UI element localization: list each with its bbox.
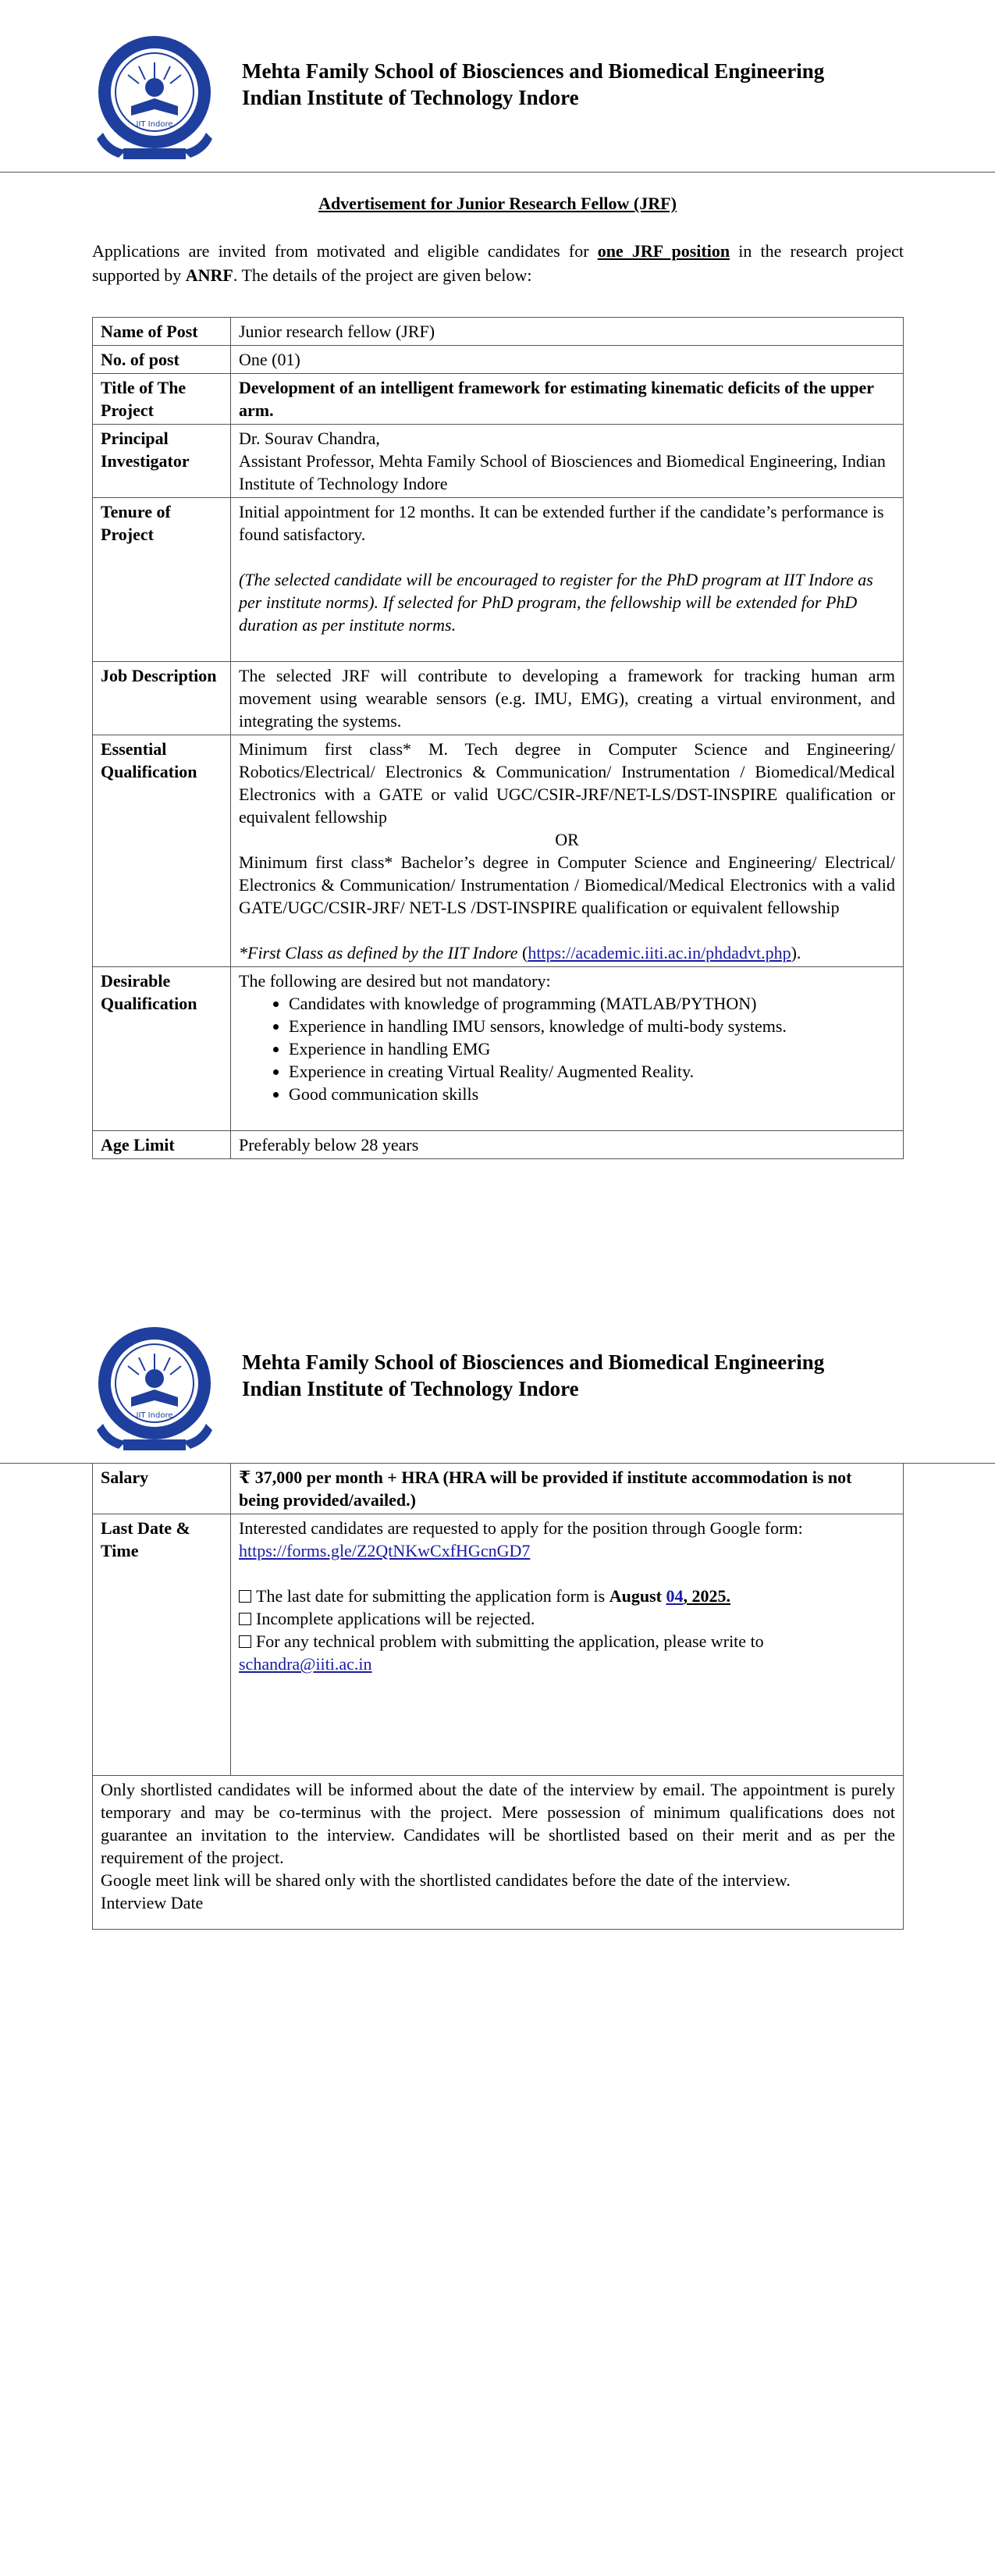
table-row [93, 498, 904, 662]
essential-footnote-line: *First Class as defined by the IIT Indore (https://academic.iiti.ac.in/phdadvt.php). [239, 943, 801, 962]
age-label: Age Limit [93, 1131, 231, 1159]
deadline-day[interactable]: 04 [666, 1586, 684, 1606]
deadline-month: August [609, 1586, 666, 1606]
header-school: Mehta Family School of Biosciences and Biomedical Engineering [242, 1350, 825, 1374]
logo-text: IIT Indore [136, 120, 173, 129]
essential-label: Essential Qualification [93, 735, 231, 967]
desirable-cell [231, 967, 904, 1131]
header-school: Mehta Family School of Biosciences and Biomedical Engineering [242, 59, 825, 83]
rejected-line [239, 1607, 895, 1630]
desirable-label: Desirable Qualification [93, 967, 231, 1131]
desirable-list [239, 992, 895, 1105]
list-item: • Good communication skills [289, 1083, 895, 1105]
last-date-cell [231, 1514, 904, 1776]
google-form-link[interactable]: https://forms.gle/Z2QtNKwCxfHGcnGD7 [239, 1541, 531, 1560]
note-p3: Interview Date [101, 1893, 204, 1912]
essential-option1: Minimum first class* M. Tech degree in Computer Science and Engineering/ Robotics/Electrical/ Electronics & Communication/ Instrumentation / Biomedical/Medical Electronics with a GATE or valid UGC/CSIR-JRF/NET-LS/DST-INSPIRE qualification or equivalent fellowship [239, 739, 895, 827]
problem-line [239, 1630, 895, 1653]
header-institute: Indian Institute of Technology Indore [242, 1377, 579, 1400]
page2-header [0, 1291, 995, 1463]
pi-designation: Assistant Professor, Mehta Family School of Biosciences and Biomedical Engineering, Indian Institute of Technology Indore [239, 451, 886, 493]
no-of-post-value: One (01) [231, 346, 904, 374]
intro-part1: Applications are invited from motivated and eligible candidates for [92, 241, 598, 261]
tenure-label: Tenure of Project [93, 498, 231, 662]
details-table [92, 317, 904, 1159]
intro-part3: . The details of the project are given below: [233, 265, 532, 285]
table-row [93, 967, 904, 1131]
tenure-note: (The selected candidate will be encouraged to register for the PhD program at IIT Indore as per institute norms). If selected for PhD program, the fellowship will be extended for PhD duration as per institute norms. [239, 570, 873, 635]
intro-part2: in the research project supported by [92, 241, 904, 285]
name-of-post-value: Junior research fellow (JRF) [231, 318, 904, 346]
intro-position: one JRF position [597, 241, 730, 261]
name-of-post-label: Name of Post [93, 318, 231, 346]
salary-label: Salary [93, 1464, 231, 1514]
header-institute: Indian Institute of Technology Indore [242, 86, 579, 109]
checkbox-icon [239, 1613, 251, 1625]
intro-agency: ANRF [185, 265, 233, 285]
table-row [93, 1776, 904, 1930]
pi-label: Principal Investigator [93, 425, 231, 498]
logo-text: IIT Indore [136, 1411, 173, 1420]
apply-text: Interested candidates are requested to apply for the position through Google form: [239, 1518, 803, 1538]
essential-option2: Minimum first class* Bachelor’s degree in Computer Science and Engineering/ Electrical/ Electronics & Communication/ Instrumentation / Biomedical/Medical Electronics with a valid GATE/UGC/CSIR-JRF/ NET-LS /DST-INSPIRE qualification or equivalent fellowship [239, 852, 895, 917]
age-value: Preferably below 28 years [231, 1131, 904, 1159]
page-title: Advertisement for Junior Research Fellow (JRF) [318, 194, 677, 213]
checkbox-icon [239, 1635, 251, 1648]
tenure-value: Initial appointment for 12 months. It can be extended further if the candidate’s performance is found satisfactory. [239, 502, 884, 544]
list-item: • Candidates with knowledge of programming (MATLAB/PYTHON) [289, 992, 895, 1015]
deadline-line [239, 1585, 895, 1607]
job-value: The selected JRF will contribute to developing a framework for tracking human arm movement using wearable sensors (e.g. IMU, EMG), creating a virtual environment, and integrating the systems. [231, 662, 904, 735]
table-row [93, 662, 904, 735]
iit-indore-logo [87, 1322, 222, 1457]
header-text [242, 1349, 824, 1402]
checkbox-icon [239, 1590, 251, 1603]
title-value: Development of an intelligent framework for estimating kinematic deficits of the upper arm. [231, 374, 904, 425]
desirable-intro: The following are desired but not mandatory: [239, 971, 551, 991]
note-p2: Google meet link will be shared only with the shortlisted candidates before the date of the interview. [101, 1870, 791, 1890]
header-text [242, 58, 824, 111]
tenure-cell [231, 498, 904, 662]
problem-text: For any technical problem with submitting the application, please write to [256, 1631, 764, 1651]
table-row [93, 346, 904, 374]
details-table-continued [92, 1463, 904, 1930]
header-rule [0, 172, 995, 173]
note-p1: Only shortlisted candidates will be informed about the date of the interview by email. The appointment is purely temporary and may be co-terminus with the project. Mere possession of minimum qualifications does not guarantee an invitation to the interview. Candidates will be shortlisted based on their merit and as per the requirement of the project. [101, 1780, 895, 1867]
email-link[interactable]: schandra@iiti.ac.in [239, 1654, 372, 1674]
iit-indore-logo [87, 31, 222, 165]
job-label: Job Description [93, 662, 231, 735]
table-row [93, 735, 904, 967]
deadline-year: , 2025. [683, 1586, 730, 1606]
phd-advt-link[interactable]: https://academic.iiti.ac.in/phdadvt.php [528, 943, 791, 962]
rejected-text: Incomplete applications will be rejected. [256, 1609, 535, 1628]
note-cell [93, 1776, 904, 1930]
deadline-text: The last date for submitting the application form is [256, 1586, 609, 1606]
essential-footnote: *First Class as defined by the IIT Indore [239, 943, 518, 962]
table-row [93, 1514, 904, 1776]
table-row [93, 425, 904, 498]
intro-paragraph [92, 239, 904, 287]
essential-or: OR [555, 830, 579, 849]
list-item: • Experience in handling IMU sensors, knowledge of multi-body systems. [289, 1015, 895, 1037]
essential-cell [231, 735, 904, 967]
pi-cell [231, 425, 904, 498]
last-date-label: Last Date & Time [93, 1514, 231, 1776]
title-label: Title of The Project [93, 374, 231, 425]
list-item: • Experience in creating Virtual Reality/ Augmented Reality. [289, 1060, 895, 1083]
table-row [93, 1464, 904, 1514]
page1-header [0, 0, 995, 172]
pi-name: Dr. Sourav Chandra, [239, 429, 380, 448]
table-row [93, 318, 904, 346]
salary-value: ₹ 37,000 per month + HRA (HRA will be provided if institute accommodation is not being provided/availed.) [231, 1464, 904, 1514]
table-row [93, 374, 904, 425]
table-row [93, 1131, 904, 1159]
no-of-post-label: No. of post [93, 346, 231, 374]
list-item: • Experience in handling EMG [289, 1037, 895, 1060]
